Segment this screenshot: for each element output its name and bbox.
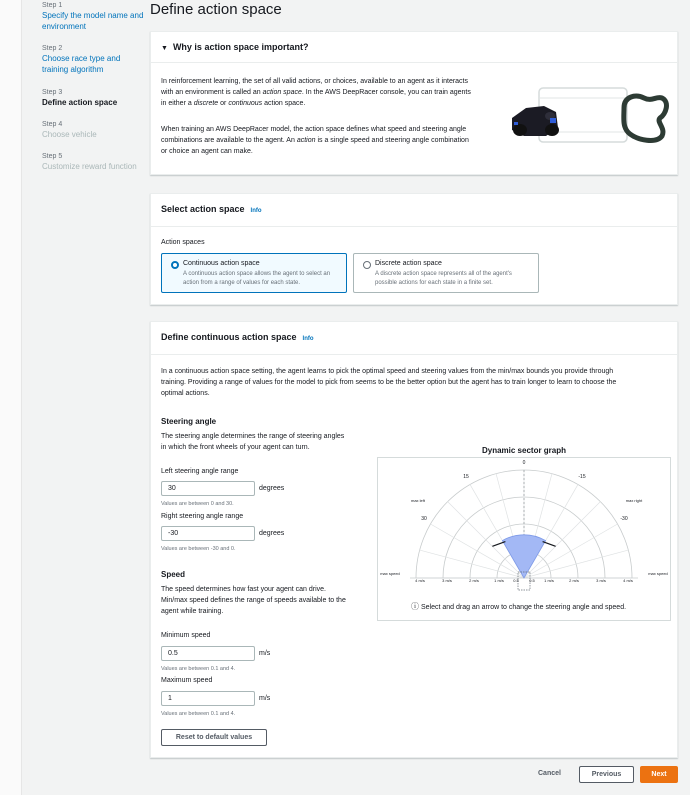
step-number: Step 2 xyxy=(42,45,63,52)
right-steering-unit: degrees xyxy=(259,530,285,537)
deepracer-car-and-track-illustration xyxy=(506,78,671,158)
angle-label-30: 30 xyxy=(421,516,427,522)
minimum-speed-hint: Values are between 0.1 and 4. xyxy=(161,666,236,672)
text-line: training. Providing a range of values for the model to pick from seems to be the better option but the agent has to train longer to learn to choose the xyxy=(161,379,617,386)
divider xyxy=(151,226,677,227)
speed-tick: 2 m/s xyxy=(569,578,579,583)
define-title: Define continuous action space xyxy=(161,332,297,342)
left-edge xyxy=(0,0,22,795)
minimum-speed-input[interactable] xyxy=(161,646,255,661)
option-description: A continuous action space allows the agent to select an action from a range of values for each state. xyxy=(183,271,331,286)
divider xyxy=(151,62,677,63)
speed-tick: 1 m/s xyxy=(494,578,504,583)
speed-description xyxy=(161,584,371,617)
why-action-space-panel xyxy=(150,31,678,175)
speed-tick: 0.5 xyxy=(513,578,519,583)
speed-tick: 4 m/s xyxy=(623,578,633,583)
text-line: in which the front wheels of your agent can turn. xyxy=(161,444,310,451)
left-steering-unit: degrees xyxy=(259,485,285,492)
left-arrow-handle xyxy=(492,542,505,547)
max-left-label: max left xyxy=(410,498,426,503)
next-button[interactable]: Next xyxy=(640,766,678,783)
select-header xyxy=(161,204,262,214)
angle-line xyxy=(524,550,628,578)
steering-angle-heading: Steering angle xyxy=(161,417,217,426)
angle-label-minus-30: -30 xyxy=(620,516,628,522)
speed-tick: 0.5 xyxy=(529,578,535,583)
minimum-speed-label: Minimum speed xyxy=(161,632,211,639)
step-label: Define action space xyxy=(42,98,118,107)
maximum-speed-hint: Values are between 0.1 and 4. xyxy=(161,711,236,717)
angle-label-15: 15 xyxy=(463,474,469,480)
sector-graph-svg xyxy=(378,458,670,620)
minimum-speed-unit: m/s xyxy=(259,650,271,657)
step-5 xyxy=(42,152,146,172)
wizard-steps xyxy=(22,0,148,795)
race-track-icon xyxy=(624,96,667,140)
option-description: A discrete action space represents all of the agent's possible actions for each state in a finite set. xyxy=(375,271,512,286)
speed-tick: 4 m/s xyxy=(415,578,425,583)
text-line: In reinforcement learning, the set of all valid actions, or choices, available to an agent as it interacts xyxy=(161,78,469,85)
text-line: The steering angle determines the range of steering angles xyxy=(161,433,345,440)
continuous-action-space-option[interactable] xyxy=(161,253,347,293)
step-3 xyxy=(42,88,146,108)
define-intro xyxy=(161,366,671,399)
caption-text: Select and drag an arrow to change the steering angle and speed. xyxy=(420,604,627,611)
right-steering-hint: Values are between -30 and 0. xyxy=(161,546,236,552)
why-paragraph-2 xyxy=(161,124,506,157)
cancel-button[interactable]: Cancel xyxy=(538,770,561,777)
define-header xyxy=(161,332,314,342)
select-action-space-panel xyxy=(150,193,678,305)
why-title: Why is action space important? xyxy=(172,42,309,52)
radio-unselected-icon[interactable] xyxy=(363,261,371,269)
option-title: Continuous action space xyxy=(183,260,260,267)
discrete-action-space-option[interactable] xyxy=(353,253,539,293)
option-title: Discrete action space xyxy=(375,260,442,267)
max-speed-label-right: max speed xyxy=(648,571,668,576)
text-line: or choice an agent can make. xyxy=(161,148,253,155)
step-label[interactable]: Specify the model name and environment xyxy=(42,11,144,31)
text-line: When training an AWS DeepRacer model, the action space defines what speed and steering angle xyxy=(161,126,467,133)
speed-tick: 3 m/s xyxy=(442,578,452,583)
text-line: optimal actions. xyxy=(161,390,210,397)
max-speed-label-left: max speed xyxy=(380,571,400,576)
right-steering-label: Right steering angle range xyxy=(161,513,244,520)
reset-defaults-button[interactable]: Reset to default values xyxy=(161,729,267,746)
step-number: Step 1 xyxy=(42,2,63,9)
step-1[interactable] xyxy=(42,1,146,32)
right-arrow-handle xyxy=(543,542,556,547)
radio-selected-icon[interactable] xyxy=(171,261,179,269)
action-spaces-label: Action spaces xyxy=(161,239,205,246)
angle-label-minus-15: -15 xyxy=(578,474,586,480)
speed-tick: 3 m/s xyxy=(596,578,606,583)
angle-label-0: 0 xyxy=(522,460,526,466)
left-steering-input[interactable] xyxy=(161,481,255,496)
step-4 xyxy=(42,120,146,140)
step-label: Choose vehicle xyxy=(42,130,97,139)
text-line: The speed determines how fast your agent can drive. xyxy=(161,586,326,593)
why-paragraph-1 xyxy=(161,76,506,109)
max-right-label: max right xyxy=(625,498,643,503)
text-line: combinations are available to the agent. An action is a single speed and steering angle combination xyxy=(161,137,469,144)
caret-down-icon: ▼ xyxy=(161,45,168,52)
why-expander[interactable] xyxy=(161,42,308,52)
steering-description xyxy=(161,431,371,453)
previous-button[interactable]: Previous xyxy=(579,766,634,783)
page-title: Define action space xyxy=(150,1,282,18)
info-link[interactable]: Info xyxy=(250,208,262,214)
text-line: in either a discrete or continuous action space. xyxy=(161,100,306,107)
info-circle-icon: ⓘ xyxy=(411,602,419,611)
text-line: Min/max speed defines the range of speeds available to the xyxy=(161,597,346,604)
maximum-speed-input[interactable] xyxy=(161,691,255,706)
left-steering-label: Left steering angle range xyxy=(161,468,239,475)
step-number: Step 4 xyxy=(42,121,63,128)
step-2[interactable] xyxy=(42,44,146,75)
action-sector-wedge xyxy=(502,535,545,578)
graph-caption xyxy=(411,601,626,612)
step-number: Step 5 xyxy=(42,153,63,160)
speed-heading: Speed xyxy=(161,570,186,579)
speed-tick: 1 m/s xyxy=(544,578,554,583)
step-label: Customize reward function xyxy=(42,162,137,171)
divider xyxy=(151,354,677,355)
speed-tick: 2 m/s xyxy=(469,578,479,583)
text-line: with an environment is called an action space. In the AWS DeepRacer console, you can train agents xyxy=(161,89,471,96)
left-steering-hint: Values are between 0 and 30. xyxy=(161,501,234,507)
maximum-speed-unit: m/s xyxy=(259,695,271,702)
info-link[interactable]: Info xyxy=(302,336,314,342)
define-continuous-panel xyxy=(150,321,678,758)
step-label[interactable]: Choose race type and training algorithm xyxy=(42,54,121,74)
angle-line xyxy=(420,550,524,578)
maximum-speed-label: Maximum speed xyxy=(161,677,213,684)
graph-title: Dynamic sector graph xyxy=(481,446,567,455)
dynamic-sector-graph xyxy=(377,457,671,621)
text-line: agent while training. xyxy=(161,608,224,615)
select-title: Select action space xyxy=(161,204,245,214)
right-steering-input[interactable] xyxy=(161,526,255,541)
car-icon xyxy=(512,106,559,136)
step-number: Step 3 xyxy=(42,89,63,96)
text-line: In a continuous action space setting, the agent learns to pick the optimal speed and steering values from the min/max bounds you provide through xyxy=(161,368,614,375)
